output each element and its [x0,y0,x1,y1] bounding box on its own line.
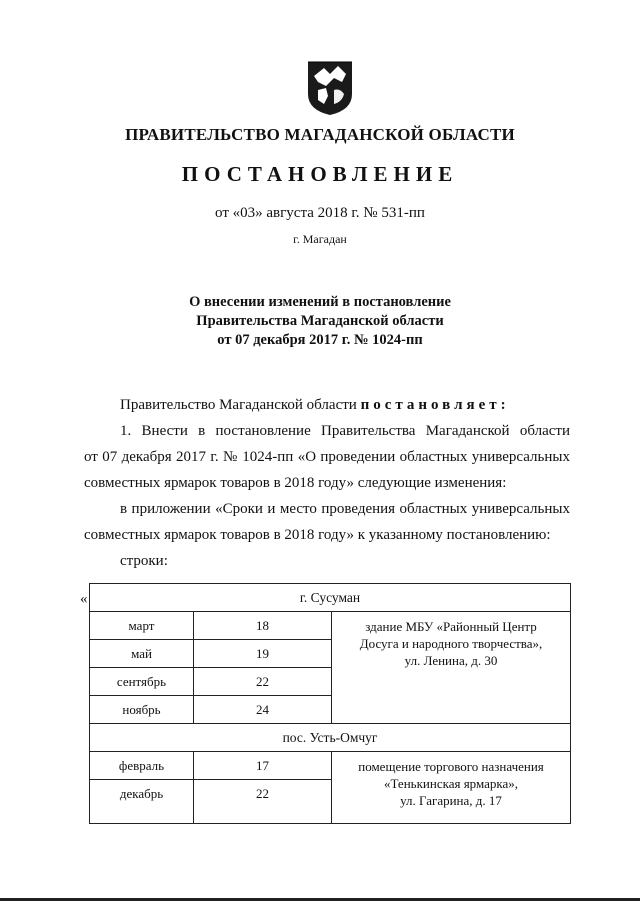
paragraph-1-line-1: 1. Внести в постановление Правительства Магаданской области [120,423,570,439]
fair-schedule-table [89,583,571,824]
paragraph-2-line-1: в приложении «Сроки и место проведения областных универсальных [120,501,570,517]
subject-line-3: от 07 декабря 2017 г. № 1024-пп [217,332,423,348]
venue-cell [332,752,571,824]
organization-name: ПРАВИТЕЛЬСТВО МАГАДАНСКОЙ ОБЛАСТИ [125,125,515,144]
subject-line-1: О внесении изменений в постановление [189,294,451,310]
coat-of-arms-emblem [304,60,356,116]
document-city: г. Магадан [293,232,347,246]
paragraph-1-line-2: от 07 декабря 2017 г. № 1024-пп «О проведении областных универсальных [84,449,570,465]
day-cell: 24 [194,696,332,724]
venue-line: ул. Ленина, д. 30 [404,653,498,668]
paragraph-2-line-2: совместных ярмарок товаров в 2018 году» к указанному постановлению: [84,527,551,543]
venue-line: «Тенькинская ярмарка», [383,776,519,791]
day-cell: 18 [194,612,332,640]
paragraph-resolution [84,392,570,418]
paragraph-lines-label: строки: [120,553,168,569]
page-bottom-edge [0,898,640,901]
month-cell: сентябрь [90,668,194,696]
location-cell: г. Сусуман [90,584,571,612]
document-date-number: от «03» августа 2018 г. № 531-пп [215,205,425,221]
month-cell: май [90,640,194,668]
table-row [90,612,571,640]
table-location-row [90,724,571,752]
venue-line: здание МБУ «Районный Центр [365,619,537,634]
month-cell: ноябрь [90,696,194,724]
month-cell: март [90,612,194,640]
day-cell: 17 [194,752,332,780]
day-cell: 22 [194,668,332,696]
location-cell: пос. Усть-Омчуг [90,724,571,752]
day-cell: 22 [194,780,332,824]
venue-cell [332,612,571,724]
document-subject [0,293,640,350]
venue-line: ул. Гагарина, д. 17 [400,793,502,808]
table-row [90,752,571,780]
resolution-verb: постановляет: [360,397,510,413]
resolution-lead: Правительство Магаданской области [120,397,357,413]
venue-line: Досуга и народного творчества», [359,636,543,651]
subject-line-2: Правительства Магаданской области [196,313,444,329]
day-cell: 19 [194,640,332,668]
paragraph-1-line-3: совместных ярмарок товаров в 2018 году» следующие изменения: [84,475,507,491]
month-cell: декабрь [90,780,194,824]
table-location-row [90,584,571,612]
opening-quote-mark: « [80,591,88,607]
month-cell: февраль [90,752,194,780]
venue-line: помещение торгового назначения [358,759,544,774]
document-type-title: ПОСТАНОВЛЕНИЕ [181,162,459,186]
document-body [84,392,570,574]
